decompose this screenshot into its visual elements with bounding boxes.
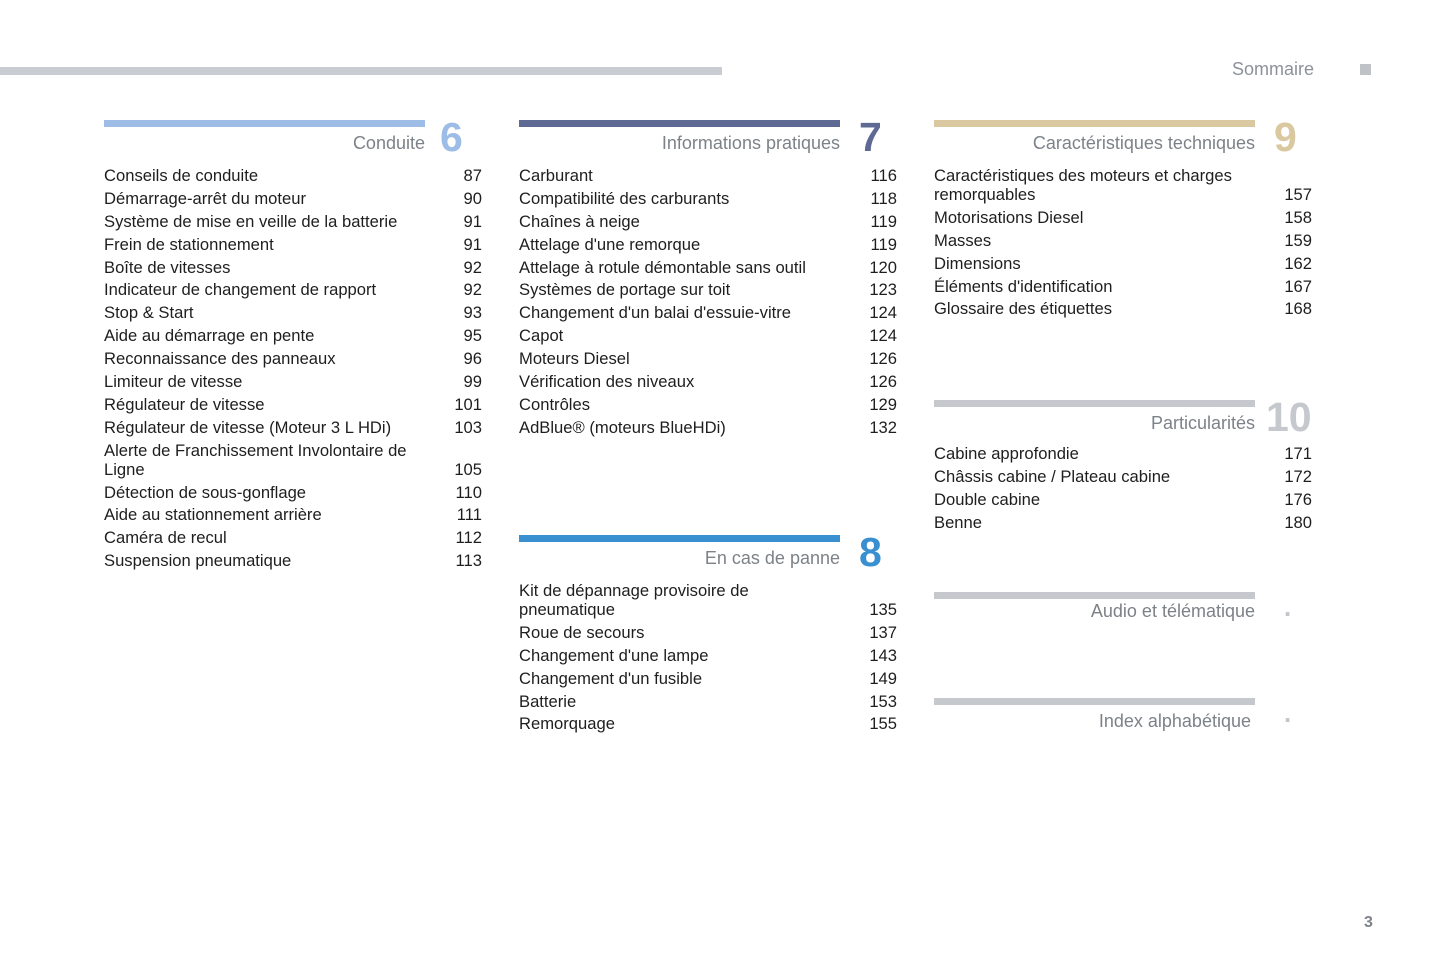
entry-page: 119 (870, 211, 897, 231)
entry-page: 92 (463, 280, 482, 300)
section-en-cas-de-panne (519, 529, 899, 745)
toc-entry[interactable] (519, 326, 897, 345)
entry-label: Chaînes à neige (519, 211, 640, 231)
entry-page: 123 (869, 280, 897, 300)
toc-entry[interactable] (104, 280, 482, 299)
entry-label: Glossaire des étiquettes (934, 299, 1113, 319)
section-bar (519, 535, 840, 542)
toc-entry[interactable] (934, 231, 1312, 250)
toc-entry[interactable] (519, 714, 897, 733)
toc-entry[interactable] (519, 303, 897, 322)
section-bar (934, 592, 1255, 599)
entry-label: Remorquage (519, 714, 615, 734)
toc-entry[interactable] (934, 513, 1312, 532)
section-number: 10 (1266, 394, 1312, 440)
entry-page: 153 (869, 691, 897, 711)
entry-page: 120 (869, 257, 897, 277)
section-title[interactable]: Conduite (352, 133, 425, 153)
entry-page: 132 (869, 417, 897, 437)
entry-page: 180 (1284, 512, 1312, 532)
section-number: 8 (859, 529, 882, 575)
entry-page: 90 (463, 188, 482, 208)
entry-label: Caméra de recul (104, 528, 227, 548)
entry-page: 110 (455, 482, 482, 502)
entry-label: Roue de secours (519, 622, 645, 642)
section-number: 9 (1274, 114, 1297, 160)
section-index-alphabetique (934, 698, 1314, 738)
entry-label: AdBlue® (moteurs BlueHDi) (519, 417, 726, 437)
toc-entry[interactable] (519, 280, 897, 299)
section-caracteristiques-techniques (934, 114, 1314, 330)
toc-entry[interactable] (104, 395, 482, 414)
toc-entry[interactable] (934, 490, 1312, 509)
entry-page: 176 (1284, 489, 1312, 509)
entry-page: 91 (463, 211, 482, 231)
entry-page: 135 (869, 600, 897, 619)
entry-page: 172 (1284, 466, 1312, 486)
toc-entry[interactable] (519, 646, 897, 665)
toc-entry[interactable] (519, 418, 897, 437)
entry-page: 101 (454, 394, 482, 414)
entry-label: Cabine approfondie (934, 444, 1079, 463)
header-square-icon (1360, 64, 1371, 75)
toc-entry[interactable] (519, 349, 897, 368)
toc-entry[interactable] (104, 528, 482, 547)
entry-page: 143 (869, 645, 897, 665)
entry-page: 96 (463, 349, 482, 369)
entry-page: 159 (1284, 230, 1312, 250)
entry-label: Carburant (519, 166, 593, 185)
entry-label: Alerte de Franchissement Involontaire de Ligne (104, 440, 407, 479)
toc-entry[interactable] (104, 235, 482, 254)
entry-page: 124 (869, 326, 897, 346)
toc-entry[interactable] (104, 551, 482, 570)
entry-page: 126 (869, 372, 897, 392)
entry-label: Motorisations Diesel (934, 207, 1084, 227)
section-particularites (934, 394, 1314, 550)
entry-page: 171 (1284, 444, 1312, 463)
toc-entry[interactable] (934, 254, 1312, 273)
toc-entry[interactable] (104, 372, 482, 391)
toc-entry[interactable] (934, 166, 1312, 204)
toc-entry[interactable] (104, 189, 482, 208)
section-number: . (1284, 698, 1292, 728)
entry-page: 149 (869, 668, 897, 688)
top-rule (0, 67, 722, 75)
section-title[interactable]: Index alphabétique (1098, 711, 1251, 731)
entry-label: Double cabine (934, 489, 1041, 509)
entry-page: 157 (1284, 185, 1312, 204)
entry-label: Éléments d'identification (934, 276, 1113, 296)
entry-label: Systèmes de portage sur toit (519, 280, 731, 300)
toc-entry[interactable] (934, 208, 1312, 227)
toc-entry[interactable] (519, 623, 897, 642)
entry-page: 126 (869, 349, 897, 369)
toc-entry[interactable] (519, 395, 897, 414)
toc-entry[interactable] (104, 326, 482, 345)
header-title: Sommaire (1231, 59, 1314, 79)
toc-entry[interactable] (104, 212, 482, 231)
entry-label: Attelage à rotule démontable sans outil (519, 257, 806, 277)
section-title[interactable]: En cas de panne (704, 548, 840, 568)
entry-page: 92 (463, 257, 482, 277)
entry-label: Capot (519, 326, 564, 346)
section-conduite (104, 114, 484, 580)
toc-entry[interactable] (519, 581, 897, 619)
entry-label: Reconnaissance des panneaux (104, 349, 336, 369)
toc-entry[interactable] (519, 372, 897, 391)
toc-entry[interactable] (104, 303, 482, 322)
entry-page: 158 (1284, 207, 1312, 227)
toc-entry[interactable] (519, 669, 897, 688)
entry-label: Batterie (519, 691, 577, 711)
toc-entry[interactable] (519, 692, 897, 711)
toc-entry[interactable] (934, 467, 1312, 486)
entry-label: Vérification des niveaux (519, 372, 695, 392)
entry-page: 129 (869, 394, 897, 414)
section-number: 7 (859, 114, 882, 160)
toc-entry[interactable] (934, 277, 1312, 296)
entry-label: Frein de stationnement (104, 234, 274, 254)
entry-page: 111 (456, 505, 482, 525)
section-bar (104, 120, 425, 127)
page-number: 3 (1364, 914, 1373, 931)
section-items (104, 166, 482, 574)
entry-page: 112 (455, 528, 482, 548)
section-bar (934, 400, 1255, 407)
toc-entry[interactable] (934, 299, 1312, 318)
entry-page: 167 (1284, 276, 1312, 296)
entry-page: 93 (463, 303, 482, 323)
toc-entry[interactable] (104, 258, 482, 277)
toc-entry[interactable] (104, 483, 482, 502)
entry-label: Stop & Start (104, 303, 194, 323)
entry-page: 155 (869, 714, 897, 734)
toc-entry[interactable] (519, 235, 897, 254)
section-title[interactable]: Caractéristiques techniques (1032, 133, 1255, 153)
section-items (519, 581, 897, 737)
toc-entry[interactable] (519, 166, 897, 185)
section-title[interactable]: Audio et télématique (1090, 601, 1255, 621)
entry-page: 124 (869, 303, 897, 323)
toc-entry[interactable] (519, 258, 897, 277)
entry-label: Changement d'une lampe (519, 645, 709, 665)
toc-entry[interactable] (934, 444, 1312, 463)
entry-label: Conseils de conduite (104, 166, 259, 185)
section-title[interactable]: Particularités (1150, 413, 1255, 433)
section-items (519, 166, 897, 441)
entry-label: Contrôles (519, 394, 591, 414)
toc-entry[interactable] (104, 349, 482, 368)
entry-page: 103 (454, 417, 482, 437)
entry-label: Limiteur de vitesse (104, 372, 243, 392)
section-number: . (1284, 592, 1292, 622)
toc-entry[interactable] (104, 418, 482, 437)
toc-entry[interactable] (519, 189, 897, 208)
entry-label: Châssis cabine / Plateau cabine (934, 466, 1171, 486)
entry-label: Changement d'un fusible (519, 668, 703, 688)
section-bar (519, 120, 840, 127)
entry-label: Benne (934, 512, 982, 532)
section-bar (934, 120, 1255, 127)
entry-page: 137 (869, 622, 897, 642)
entry-label: Aide au démarrage en pente (104, 326, 315, 346)
toc-entry[interactable] (104, 441, 482, 479)
entry-label: Caractéristiques des moteurs et charges remorquables (934, 166, 1232, 204)
section-audio-telematique (934, 592, 1314, 632)
entry-label: Compatibilité des carburants (519, 188, 730, 208)
section-items (934, 444, 1312, 536)
entry-page: 95 (463, 326, 482, 346)
entry-label: Indicateur de changement de rapport (104, 280, 377, 300)
entry-label: Dimensions (934, 253, 1021, 273)
toc-entry[interactable] (104, 505, 482, 524)
entry-label: Suspension pneumatique (104, 551, 292, 571)
entry-page: 113 (455, 551, 482, 571)
entry-label: Démarrage-arrêt du moteur (104, 188, 306, 208)
toc-entry[interactable] (519, 212, 897, 231)
entry-page: 168 (1284, 299, 1312, 319)
section-title[interactable]: Informations pratiques (661, 133, 840, 153)
entry-label: Masses (934, 230, 992, 250)
entry-label: Boîte de vitesses (104, 257, 231, 277)
entry-label: Aide au stationnement arrière (104, 505, 322, 525)
entry-label: Changement d'un balai d'essuie-vitre (519, 303, 791, 323)
entry-label: Régulateur de vitesse (Moteur 3 L HDi) (104, 417, 392, 437)
section-number: 6 (440, 114, 463, 160)
entry-page: 162 (1284, 253, 1312, 273)
toc-entry[interactable] (104, 166, 482, 185)
entry-label: Kit de dépannage provisoire de pneumatique (519, 581, 749, 619)
entry-label: Attelage d'une remorque (519, 234, 701, 254)
entry-label: Moteurs Diesel (519, 349, 630, 369)
section-bar (934, 698, 1255, 705)
entry-page: 91 (463, 234, 482, 254)
section-informations-pratiques (519, 114, 899, 450)
entry-page: 99 (463, 372, 482, 392)
entry-page: 116 (870, 166, 897, 185)
entry-page: 105 (454, 459, 482, 479)
entry-page: 87 (463, 166, 482, 185)
entry-page: 118 (870, 188, 897, 208)
entry-label: Régulateur de vitesse (104, 394, 265, 414)
entry-label: Système de mise en veille de la batterie (104, 211, 398, 231)
entry-label: Détection de sous-gonflage (104, 482, 307, 502)
entry-page: 119 (870, 234, 897, 254)
section-items (934, 166, 1312, 322)
